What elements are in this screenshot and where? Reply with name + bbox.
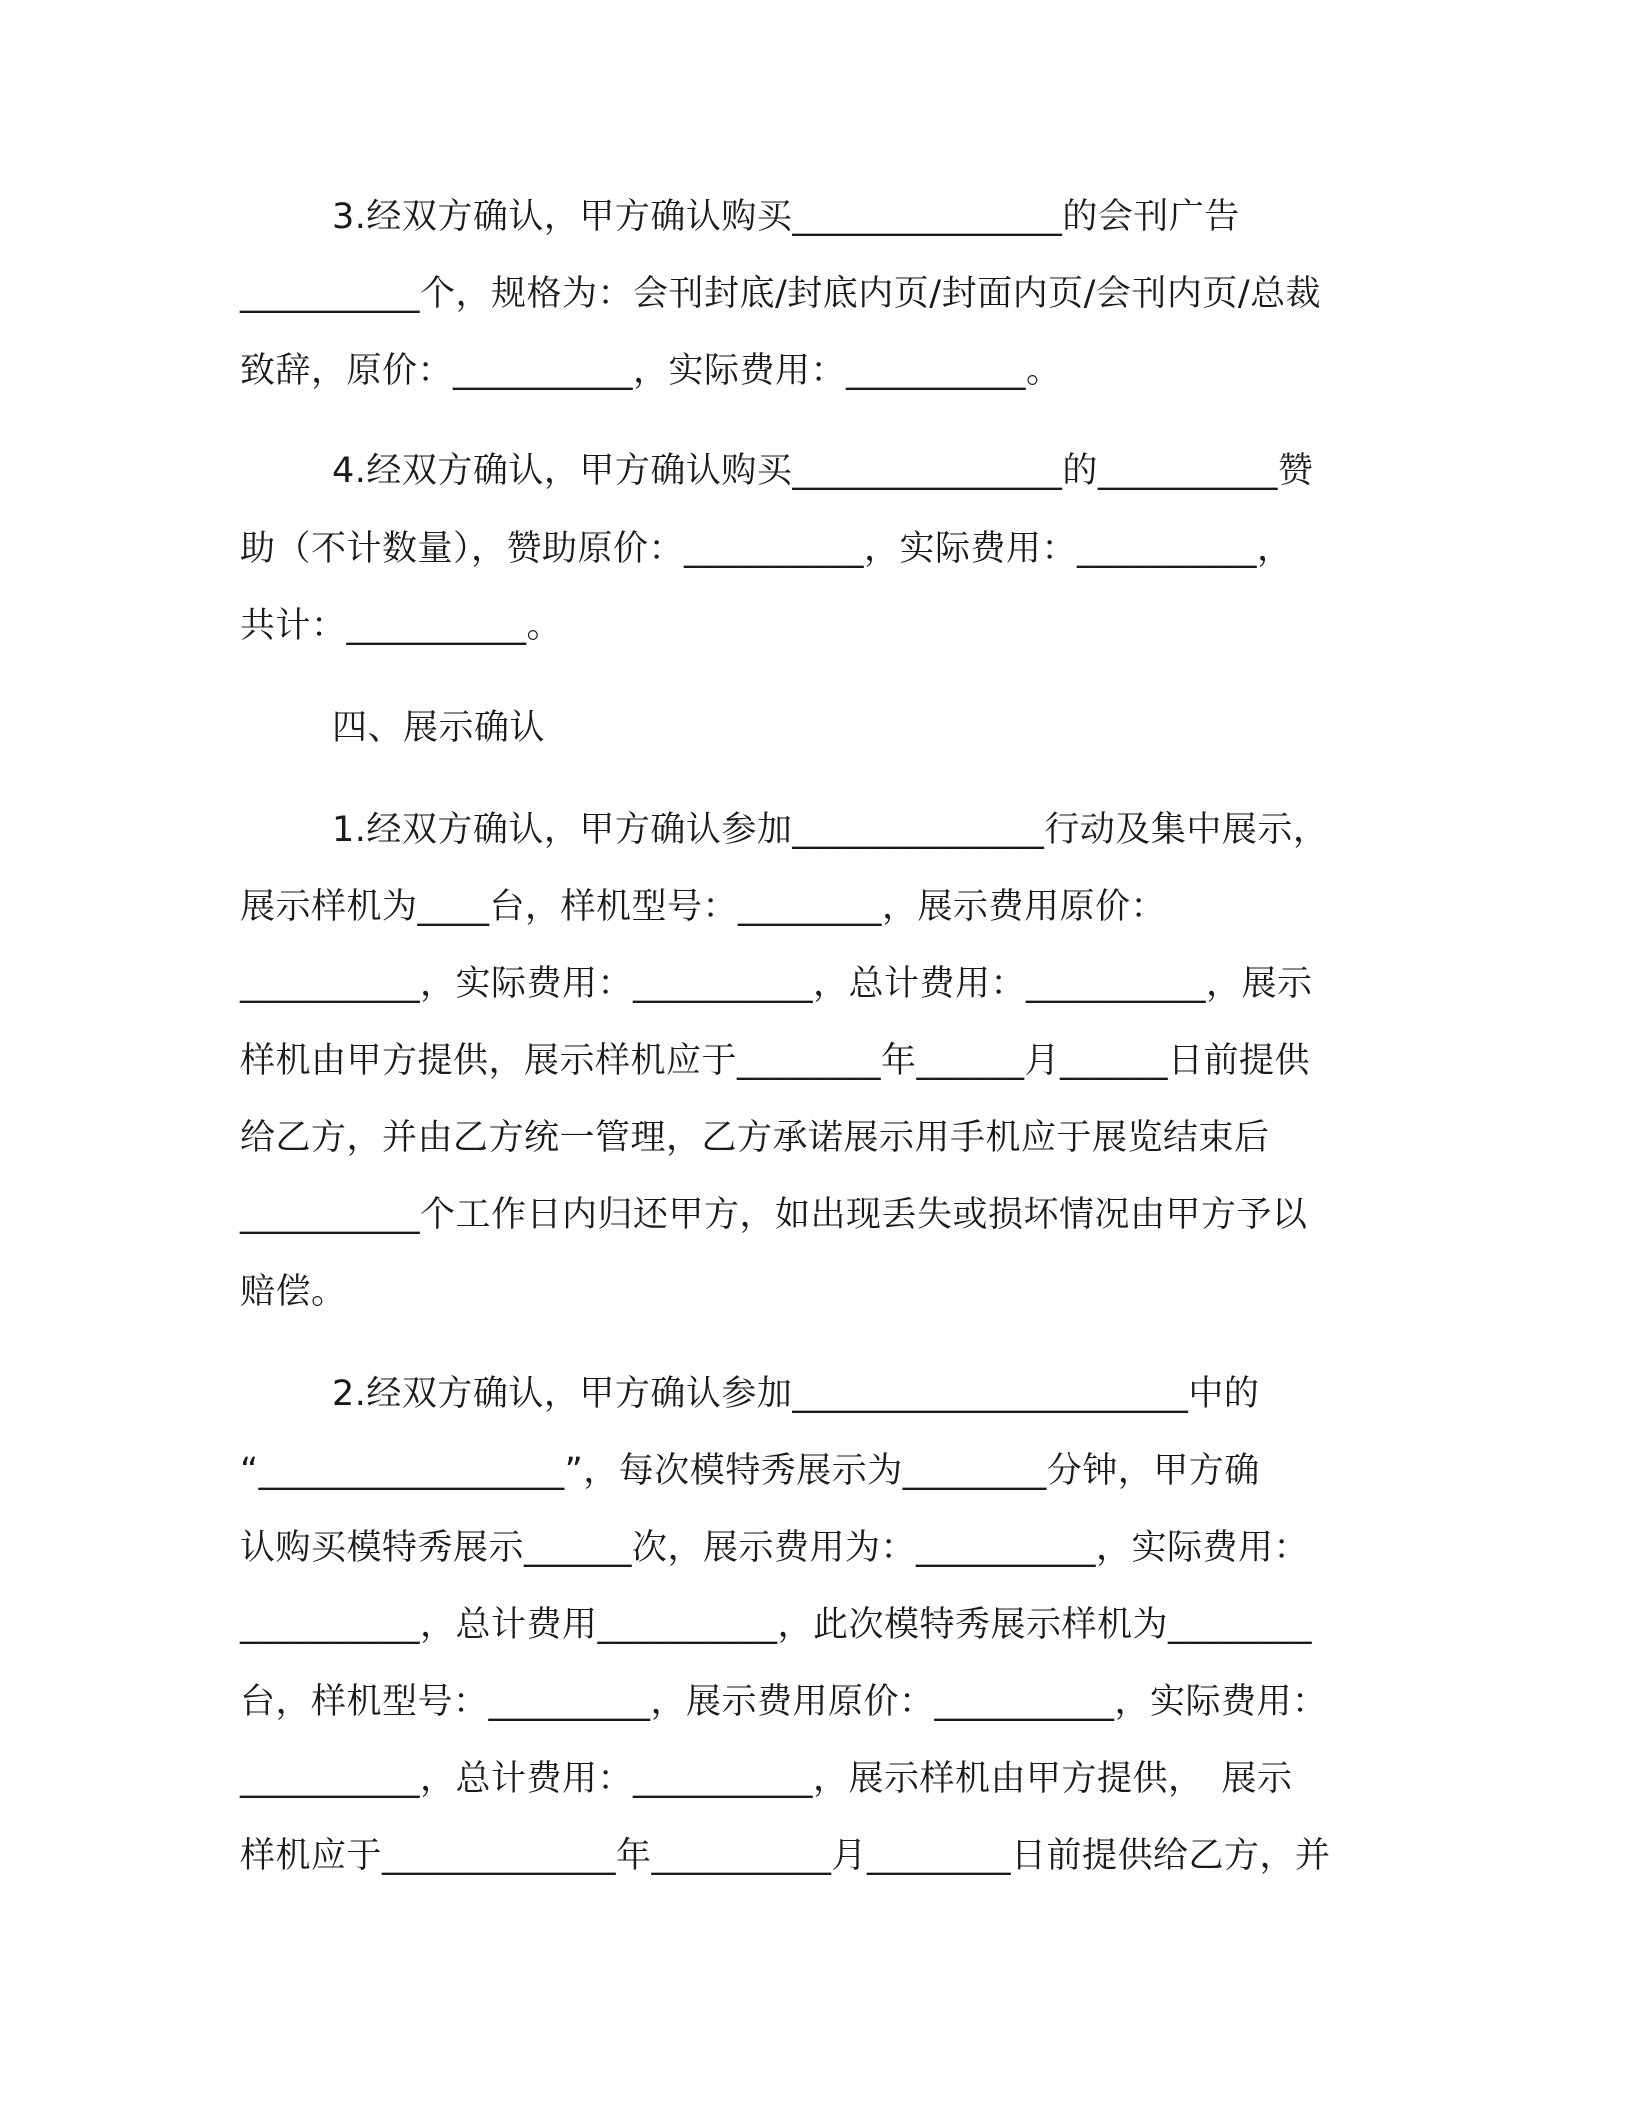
paragraph-4-line-3: 共计：__________。 — [240, 606, 563, 646]
paragraph-3-line-1: 3.经双方确认，甲方确认购买_______________的会刊广告 — [332, 197, 1240, 237]
section-heading: 四、展示确认 — [332, 708, 546, 748]
display-paragraph-2-line-1: 2.经双方确认，甲方确认参加______________________中的 — [332, 1374, 1260, 1414]
paragraph-3-line-3: 致辞，原价：__________，实际费用：__________。 — [240, 351, 1062, 391]
display-paragraph-1-line-4: 样机由甲方提供，展示样机应于________年______月______日前提供 — [240, 1041, 1311, 1081]
display-paragraph-1-line-1: 1.经双方确认，甲方确认参加______________行动及集中展示， — [332, 810, 1329, 850]
display-paragraph-2-line-4: __________，总计费用__________，此次模特秀展示样机为________ — [240, 1605, 1313, 1645]
display-paragraph-2-line-6: __________，总计费用：__________，展示样机由甲方提供， 展示 — [240, 1759, 1293, 1799]
display-paragraph-1-line-2: 展示样机为____台，样机型号：________，展示费用原价： — [240, 887, 1167, 927]
display-paragraph-1-line-7: 赔偿。 — [240, 1272, 347, 1312]
display-paragraph-2-line-7: 样机应于_____________年__________月________日前提供给乙方，并 — [240, 1836, 1331, 1876]
paragraph-4-line-1: 4.经双方确认，甲方确认购买_______________的__________赞 — [332, 451, 1314, 491]
display-paragraph-2-line-2: “_________________”，每次模特秀展示为________分钟，甲方确 — [240, 1451, 1260, 1491]
display-paragraph-1-line-6: __________个工作日内归还甲方，如出现丢失或损坏情况由甲方予以 — [240, 1195, 1308, 1235]
display-paragraph-1-line-5: 给乙方，并由乙方统一管理，乙方承诺展示用手机应于展览结束后 — [240, 1118, 1270, 1158]
display-paragraph-2-line-3: 认购买模特秀展示______次，展示费用为：__________，实际费用： — [240, 1528, 1310, 1568]
display-paragraph-2-line-5: 台，样机型号：_________，展示费用原价：__________，实际费用： — [240, 1682, 1328, 1722]
paragraph-3-line-2: __________个，规格为：会刊封底/封底内页/封面内页/会刊内页/总裁 — [240, 274, 1322, 314]
display-paragraph-1-line-3: __________，实际费用：__________，总计费用：__________，展示 — [240, 964, 1313, 1004]
paragraph-4-line-2: 助（不计数量），赞助原价：__________，实际费用：__________， — [240, 529, 1293, 569]
